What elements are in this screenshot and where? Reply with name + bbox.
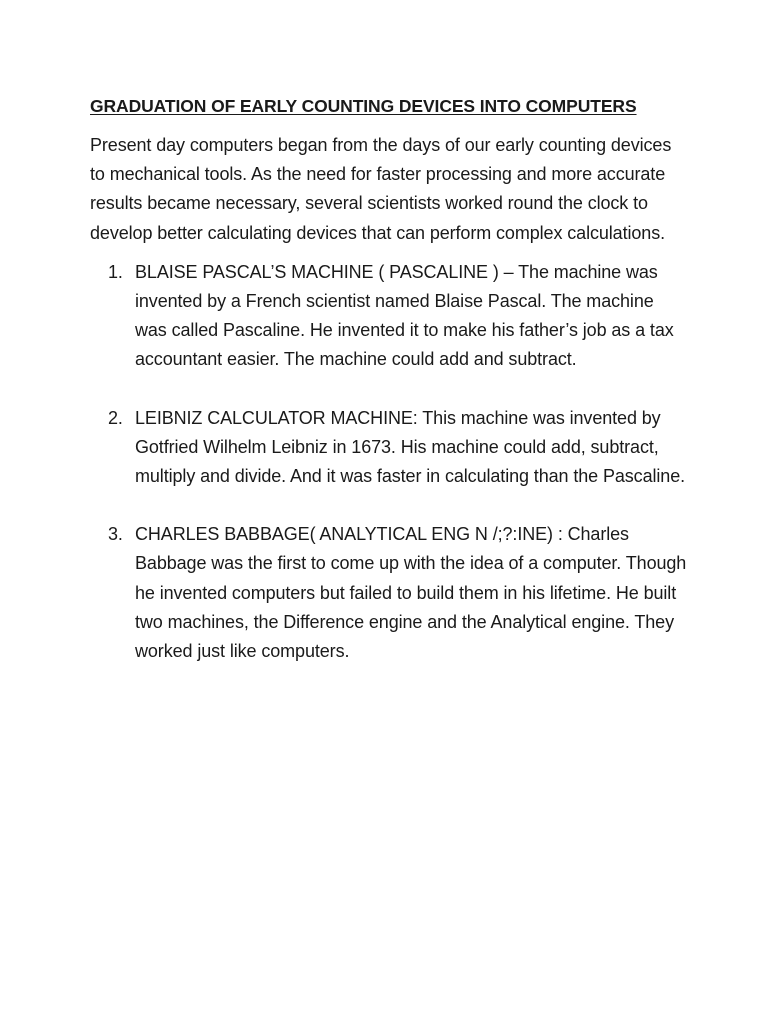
list-item: [90, 404, 690, 492]
list-item-number: 2.: [108, 407, 123, 428]
list-item-number: 3.: [108, 524, 123, 545]
list-item: [90, 258, 690, 375]
numbered-list: [90, 258, 690, 666]
list-item-text: BLAISE PASCAL’S MACHINE ( PASCALINE ) – The machine was invented by a French scientist named Blaise Pascal. The machine was called Pascaline. He invented it to make his father’s job as a tax accountant easier. The machine could add and subtract.: [135, 261, 674, 370]
document-title: GRADUATION OF EARLY COUNTING DEVICES INTO COMPUTERS: [90, 96, 637, 116]
list-item: [90, 520, 690, 666]
intro-paragraph: Present day computers began from the days of our early counting devices to mechanical tools. As the need for faster processing and more accurate results became necessary, several scientists worked round the clock to develop better calculating devices that can perform complex calculations.: [90, 135, 672, 243]
document-page: [90, 92, 690, 695]
list-item-number: 1.: [108, 261, 123, 282]
list-item-text: LEIBNIZ CALCULATOR MACHINE: This machine was invented by Gotfried Wilhelm Leibniz in 1673. His machine could add, subtract, multiply and divide. And it was faster in calculating than the Pascaline.: [135, 407, 686, 487]
list-item-text: CHARLES BABBAGE( ANALYTICAL ENG N /;?:INE) : Charles Babbage was the first to come up with the idea of a computer. Though he invented computers but failed to build them in his lifetime. He built two machines, the Difference engine and the Analytical engine. They worked just like computers.: [135, 524, 687, 662]
